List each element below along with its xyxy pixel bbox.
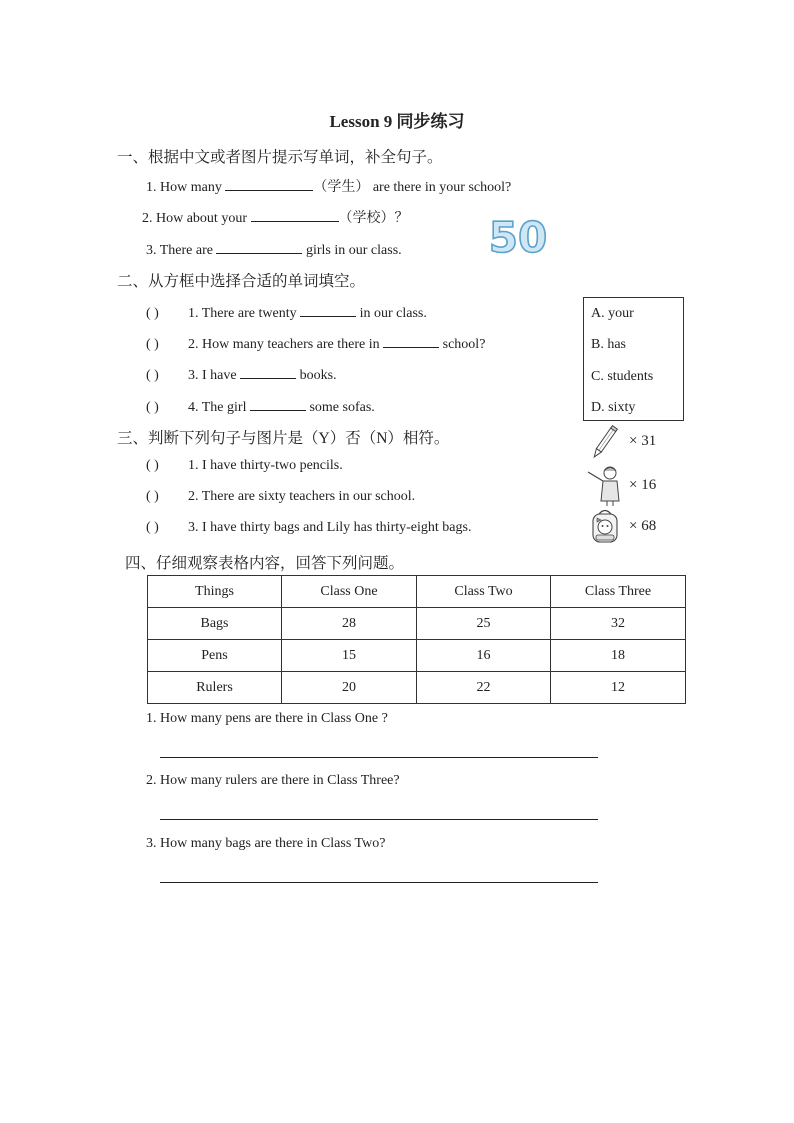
question-number: 3.: [146, 243, 157, 258]
part1-heading: 一、根据中文或者图片提示写单词，补全句子。: [117, 149, 443, 166]
answer-line-3[interactable]: [160, 882, 598, 883]
part3-question-1: [146, 458, 343, 474]
table-cell: 28: [282, 608, 417, 640]
part4-heading: 四、仔细观察表格内容，回答下列问题。: [125, 555, 405, 572]
answer-blank[interactable]: [251, 207, 339, 222]
table-cell: Pens: [148, 640, 282, 672]
part2-heading: 二、从方框中选择合适的单词填空。: [117, 273, 366, 290]
part2-question-2: [146, 333, 485, 353]
option-c: C. students: [591, 369, 654, 384]
question-text: 2. How many teachers are there in: [188, 337, 380, 352]
things-table: [147, 575, 686, 704]
question-number: 1.: [146, 180, 157, 195]
option-a: A. your: [591, 306, 634, 321]
part1-question-2: [142, 207, 409, 227]
part2-question-1: [146, 302, 427, 322]
question-text: are there in your school?: [372, 180, 512, 195]
answer-parentheses[interactable]: ( ): [146, 400, 159, 415]
question-text: in our class.: [359, 306, 427, 321]
question-text: How about your: [156, 211, 247, 226]
number-fifty-image: [488, 208, 548, 262]
chinese-hint: （学生）: [313, 180, 370, 195]
table-cell: 15: [282, 640, 417, 672]
table-header-cell: Class One: [282, 576, 417, 608]
answer-blank[interactable]: [240, 364, 296, 379]
answer-line-1[interactable]: [160, 757, 598, 758]
table-cell: 12: [551, 672, 686, 704]
pencil-count: × 31: [629, 433, 657, 449]
question-text: girls in our class.: [305, 243, 402, 258]
part4-question-3: 3. How many bags are there in Class Two?: [146, 836, 386, 851]
part4-question-1: 1. How many pens are there in Class One ?: [146, 711, 388, 726]
word-options-box: [583, 297, 684, 421]
table-row: [148, 608, 686, 640]
answer-blank[interactable]: [216, 239, 302, 254]
answer-parentheses[interactable]: ( ): [146, 306, 159, 321]
part2-question-3: [146, 364, 337, 384]
answer-parentheses[interactable]: ( ): [146, 337, 159, 352]
answer-blank[interactable]: [300, 302, 356, 317]
question-text: There are: [159, 243, 213, 258]
answer-blank[interactable]: [250, 396, 306, 411]
question-text: some sofas.: [309, 400, 375, 415]
table-row: [148, 640, 686, 672]
chinese-hint: （学校）？: [338, 211, 409, 226]
part3-heading: 三、判断下列句子与图片是（Y）否（N）相符。: [117, 430, 450, 447]
part1-question-3: [146, 239, 402, 259]
table-cell: 25: [417, 608, 551, 640]
answer-parentheses[interactable]: ( ): [146, 458, 159, 473]
table-header-cell: Things: [148, 576, 282, 608]
table-cell: 32: [551, 608, 686, 640]
teacher-count: × 16: [629, 477, 657, 493]
table-row: [148, 672, 686, 704]
question-text: books.: [299, 368, 337, 383]
question-text: How many: [160, 180, 222, 195]
part3-question-3: [146, 520, 471, 536]
number-fifty-text: 50: [488, 213, 548, 262]
question-number: 2.: [142, 211, 153, 226]
question-text: 2. There are sixty teachers in our school.: [188, 489, 416, 504]
question-text: 4. The girl: [188, 400, 247, 415]
option-d: D. sixty: [591, 400, 636, 415]
question-text: 3. I have: [188, 368, 237, 383]
answer-line-2[interactable]: [160, 819, 598, 820]
table-cell: 16: [417, 640, 551, 672]
teacher-icon: [585, 463, 625, 507]
answer-parentheses[interactable]: ( ): [146, 368, 159, 383]
table-cell: Bags: [148, 608, 282, 640]
table-cell: Rulers: [148, 672, 282, 704]
schoolbag-count: × 68: [629, 518, 657, 534]
option-b: B. has: [591, 337, 626, 352]
table-cell: 22: [417, 672, 551, 704]
answer-parentheses[interactable]: ( ): [146, 489, 159, 504]
pencil-icon: [591, 424, 617, 462]
table-header-row: [148, 576, 686, 608]
question-text: school?: [442, 337, 486, 352]
part2-question-4: [146, 396, 375, 416]
schoolbag-icon: [588, 506, 622, 544]
answer-blank[interactable]: [383, 333, 439, 348]
page-title: Lesson 9 同步练习: [329, 112, 465, 131]
answer-parentheses[interactable]: ( ): [146, 520, 159, 535]
table-cell: 20: [282, 672, 417, 704]
part1-question-1: [146, 176, 511, 196]
part4-question-2: 2. How many rulers are there in Class Three?: [146, 773, 400, 788]
table-header-cell: Class Two: [417, 576, 551, 608]
question-text: 3. I have thirty bags and Lily has thirty-eight bags.: [188, 520, 472, 535]
table-header-cell: Class Three: [551, 576, 686, 608]
table-cell: 18: [551, 640, 686, 672]
answer-blank[interactable]: [225, 176, 313, 191]
question-text: 1. There are twenty: [188, 306, 297, 321]
part3-question-2: [146, 489, 415, 505]
question-text: 1. I have thirty-two pencils.: [188, 458, 343, 473]
